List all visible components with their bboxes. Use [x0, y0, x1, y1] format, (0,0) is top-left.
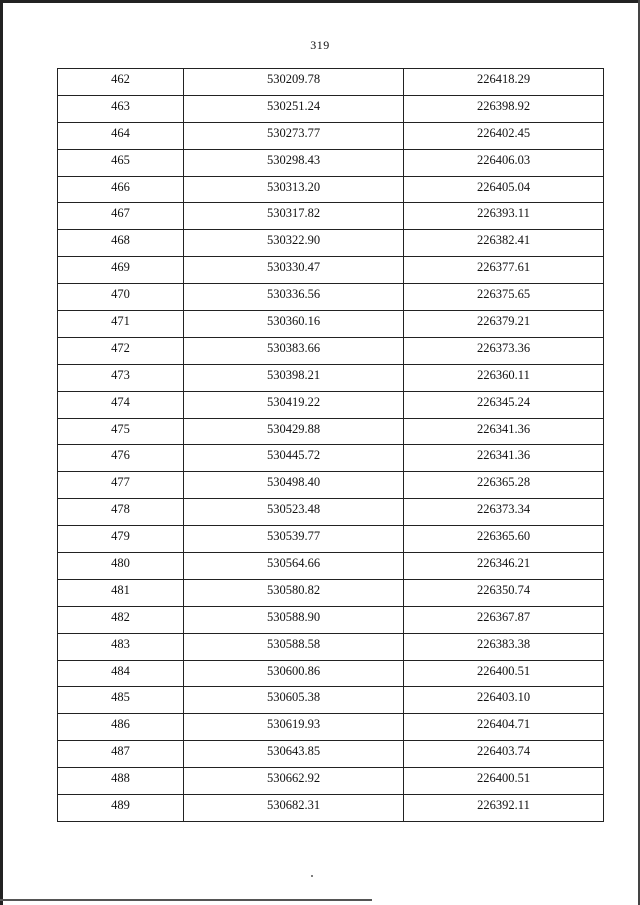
scan-border-bottom [0, 899, 372, 901]
table-row [58, 418, 604, 445]
x-coordinate-cell: 530588.90 [184, 606, 404, 633]
y-coordinate-cell: 226403.74 [404, 741, 604, 768]
y-coordinate-cell: 226398.92 [404, 95, 604, 122]
y-coordinate-cell: 226404.71 [404, 714, 604, 741]
x-coordinate-cell: 530539.77 [184, 526, 404, 553]
y-coordinate-cell: 226405.04 [404, 176, 604, 203]
table-row [58, 553, 604, 580]
x-coordinate-cell: 530419.22 [184, 391, 404, 418]
point-number-cell: 479 [58, 526, 184, 553]
y-coordinate-cell: 226341.36 [404, 418, 604, 445]
x-coordinate-cell: 530682.31 [184, 795, 404, 822]
y-coordinate-cell: 226367.87 [404, 606, 604, 633]
point-number-cell: 483 [58, 633, 184, 660]
y-coordinate-cell: 226383.38 [404, 633, 604, 660]
y-coordinate-cell: 226377.61 [404, 257, 604, 284]
y-coordinate-cell: 226400.51 [404, 660, 604, 687]
x-coordinate-cell: 530600.86 [184, 660, 404, 687]
x-coordinate-cell: 530588.58 [184, 633, 404, 660]
y-coordinate-cell: 226400.51 [404, 768, 604, 795]
point-number-cell: 472 [58, 337, 184, 364]
table-row [58, 95, 604, 122]
table-row [58, 606, 604, 633]
point-number-cell: 477 [58, 472, 184, 499]
point-number-cell: 463 [58, 95, 184, 122]
point-number-cell: 476 [58, 445, 184, 472]
table-row [58, 526, 604, 553]
y-coordinate-cell: 226373.36 [404, 337, 604, 364]
y-coordinate-cell: 226350.74 [404, 579, 604, 606]
x-coordinate-cell: 530313.20 [184, 176, 404, 203]
table-row [58, 176, 604, 203]
y-coordinate-cell: 226392.11 [404, 795, 604, 822]
table-row [58, 445, 604, 472]
y-coordinate-cell: 226365.28 [404, 472, 604, 499]
point-number-cell: 475 [58, 418, 184, 445]
table-row [58, 687, 604, 714]
y-coordinate-cell: 226341.36 [404, 445, 604, 472]
table-row [58, 337, 604, 364]
table-row [58, 795, 604, 822]
x-coordinate-cell: 530498.40 [184, 472, 404, 499]
point-number-cell: 471 [58, 311, 184, 338]
table-row [58, 391, 604, 418]
x-coordinate-cell: 530619.93 [184, 714, 404, 741]
table-row [58, 579, 604, 606]
point-number-cell: 467 [58, 203, 184, 230]
y-coordinate-cell: 226418.29 [404, 69, 604, 96]
x-coordinate-cell: 530330.47 [184, 257, 404, 284]
x-coordinate-cell: 530383.66 [184, 337, 404, 364]
point-number-cell: 487 [58, 741, 184, 768]
x-coordinate-cell: 530580.82 [184, 579, 404, 606]
table-row [58, 741, 604, 768]
point-number-cell: 466 [58, 176, 184, 203]
table-row [58, 768, 604, 795]
x-coordinate-cell: 530564.66 [184, 553, 404, 580]
y-coordinate-cell: 226406.03 [404, 149, 604, 176]
table-row [58, 122, 604, 149]
y-coordinate-cell: 226373.34 [404, 499, 604, 526]
scan-border-top [0, 0, 640, 3]
table-row [58, 633, 604, 660]
point-number-cell: 488 [58, 768, 184, 795]
coordinate-table [57, 68, 604, 822]
table-row [58, 69, 604, 96]
scan-border-left [0, 0, 3, 905]
y-coordinate-cell: 226393.11 [404, 203, 604, 230]
table-row [58, 203, 604, 230]
y-coordinate-cell: 226402.45 [404, 122, 604, 149]
point-number-cell: 474 [58, 391, 184, 418]
y-coordinate-cell: 226403.10 [404, 687, 604, 714]
y-coordinate-cell: 226375.65 [404, 284, 604, 311]
table-row [58, 499, 604, 526]
x-coordinate-cell: 530445.72 [184, 445, 404, 472]
point-number-cell: 485 [58, 687, 184, 714]
point-number-cell: 478 [58, 499, 184, 526]
x-coordinate-cell: 530662.92 [184, 768, 404, 795]
x-coordinate-cell: 530643.85 [184, 741, 404, 768]
y-coordinate-cell: 226382.41 [404, 230, 604, 257]
x-coordinate-cell: 530322.90 [184, 230, 404, 257]
table-row [58, 311, 604, 338]
page-number: 319 [310, 38, 330, 52]
point-number-cell: 469 [58, 257, 184, 284]
table-row [58, 149, 604, 176]
point-number-cell: 486 [58, 714, 184, 741]
point-number-cell: 473 [58, 364, 184, 391]
point-number-cell: 468 [58, 230, 184, 257]
table-row [58, 472, 604, 499]
point-number-cell: 462 [58, 69, 184, 96]
point-number-cell: 481 [58, 579, 184, 606]
y-coordinate-cell: 226379.21 [404, 311, 604, 338]
y-coordinate-cell: 226365.60 [404, 526, 604, 553]
table-row [58, 230, 604, 257]
y-coordinate-cell: 226346.21 [404, 553, 604, 580]
y-coordinate-cell: 226360.11 [404, 364, 604, 391]
table-row [58, 257, 604, 284]
x-coordinate-cell: 530273.77 [184, 122, 404, 149]
x-coordinate-cell: 530317.82 [184, 203, 404, 230]
point-number-cell: 470 [58, 284, 184, 311]
point-number-cell: 484 [58, 660, 184, 687]
point-number-cell: 465 [58, 149, 184, 176]
table-row [58, 364, 604, 391]
x-coordinate-cell: 530605.38 [184, 687, 404, 714]
x-coordinate-cell: 530429.88 [184, 418, 404, 445]
x-coordinate-cell: 530360.16 [184, 311, 404, 338]
x-coordinate-cell: 530398.21 [184, 364, 404, 391]
table-row [58, 284, 604, 311]
x-coordinate-cell: 530251.24 [184, 95, 404, 122]
scan-speck [311, 875, 313, 877]
point-number-cell: 489 [58, 795, 184, 822]
table-row [58, 660, 604, 687]
point-number-cell: 482 [58, 606, 184, 633]
x-coordinate-cell: 530209.78 [184, 69, 404, 96]
x-coordinate-cell: 530298.43 [184, 149, 404, 176]
x-coordinate-cell: 530523.48 [184, 499, 404, 526]
x-coordinate-cell: 530336.56 [184, 284, 404, 311]
point-number-cell: 464 [58, 122, 184, 149]
table-row [58, 714, 604, 741]
y-coordinate-cell: 226345.24 [404, 391, 604, 418]
point-number-cell: 480 [58, 553, 184, 580]
